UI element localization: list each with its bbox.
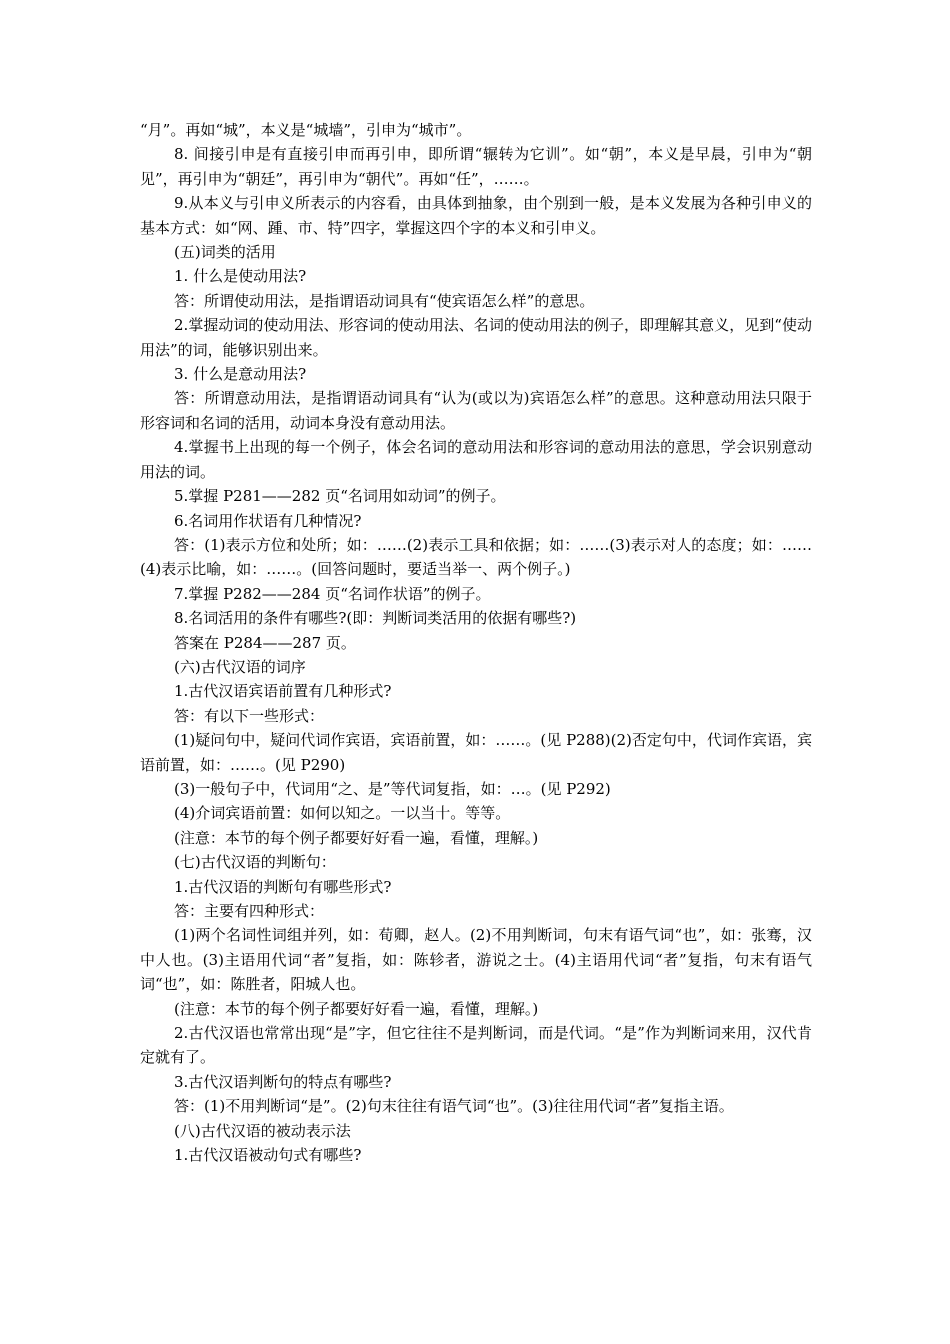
question: 1.古代汉语的判断句有哪些形式?	[174, 877, 392, 896]
list-item: (1)两个名词性词组并列，如：荀卿，赵人。(2)不用判断词，句末有语气词“也”，如：张骞，汉中人也。(3)主语用代词“者”复指，如：陈轸者，游说之士。(4)主语用代词“者”复指，句末有语气词“也”，如：陈胜者，阳城人也。	[140, 926, 812, 994]
section-heading-8: (八)古代汉语的被动表示法	[174, 1121, 351, 1140]
paragraph: 2.掌握动词的使动用法、形容词的使动用法、名词的使动用法的例子，即理解其意义，见到“使动用法”的词，能够识别出来。	[140, 316, 812, 359]
list-item: (1)疑问句中，疑问代词作宾语，宾语前置，如：……。(见 P288)(2)否定句中，代词作宾语，宾语前置，如：……。(见 P290)	[140, 731, 812, 774]
paragraph-basic-method: 9.从本义与引申义所表示的内容看，由具体到抽象，由个别到一般，是本义发展为各种引申义的基本方式：如“网、踵、市、特”四字，掌握这四个字的本义和引申义。	[140, 194, 812, 237]
paragraph-continuation: “月”。再如“城”，本义是“城墙”，引申为“城市”。	[140, 121, 472, 139]
paragraph: 7.掌握 P282——284 页“名词作状语”的例子。	[174, 584, 491, 603]
section-heading-7: (七)古代汉语的判断句：	[174, 853, 336, 872]
answer: 答：(1)表示方位和处所；如：……(2)表示工具和依据；如：……(3)表示对人的态度；如：……(4)表示比喻，如：……。(回答问题时，要适当举一、两个例子。)	[140, 535, 812, 579]
note: (注意：本节的每个例子都要好好看一遍，看懂，理解。)	[174, 828, 539, 847]
answer: 答案在 P284——287 页。	[174, 633, 356, 652]
paragraph: 4.掌握书上出现的每一个例子，体会名词的意动用法和形容词的意动用法的意思，学会识别意动用法的词。	[140, 438, 812, 481]
paragraph: 2.古代汉语也常常出现“是”字，但它往往不是判断词，而是代词。“是”作为判断词来用，汉代肯定就有了。	[140, 1024, 812, 1067]
answer: 答：主要有四种形式：	[174, 902, 325, 920]
answer: 答：(1)不用判断词“是”。(2)句末往往有语气词“也”。(3)往往用代词“者”复指主语。	[174, 1097, 734, 1116]
question: 1.古代汉语宾语前置有几种形式?	[174, 682, 392, 701]
document-page	[140, 118, 812, 1167]
note: (注意：本节的每个例子都要好好看一遍，看懂，理解。)	[174, 999, 539, 1018]
question: 1.古代汉语被动句式有哪些?	[174, 1146, 362, 1165]
question: 3.古代汉语判断句的特点有哪些?	[174, 1072, 392, 1091]
paragraph: 5.掌握 P281——282 页“名词用如动词”的例子。	[174, 487, 506, 506]
question: 1. 什么是使动用法?	[174, 267, 307, 286]
answer: 答：所谓使动用法，是指谓语动词具有“使宾语怎么样”的意思。	[174, 291, 595, 310]
list-item: (4)介词宾语前置：如何以知之。一以当十。等等。	[174, 804, 511, 823]
question: 8.名词活用的条件有哪些?(即：判断词类活用的依据有哪些?)	[174, 609, 577, 628]
answer: 答：所谓意动用法，是指谓语动词具有“认为(或以为)宾语怎么样”的意思。这种意动用法只限于形容词和名词的活用，动词本身没有意动用法。	[140, 389, 812, 432]
paragraph-indirect-extension: 8. 间接引申是有直接引申而再引申，即所谓“辗转为它训”。如“朝”，本义是早晨，引申为“朝见”，再引申为“朝廷”，再引申为“朝代”。再如“任”，……。	[140, 145, 812, 188]
section-heading-5: (五)词类的活用	[174, 243, 276, 262]
list-item: (3)一般句子中，代词用“之、是”等代词复指，如：…。(见 P292)	[174, 779, 611, 798]
question: 3. 什么是意动用法?	[174, 365, 307, 384]
section-heading-6: (六)古代汉语的词序	[174, 657, 306, 676]
question: 6.名词用作状语有几种情况?	[174, 511, 362, 530]
answer: 答：有以下一些形式：	[174, 706, 325, 725]
